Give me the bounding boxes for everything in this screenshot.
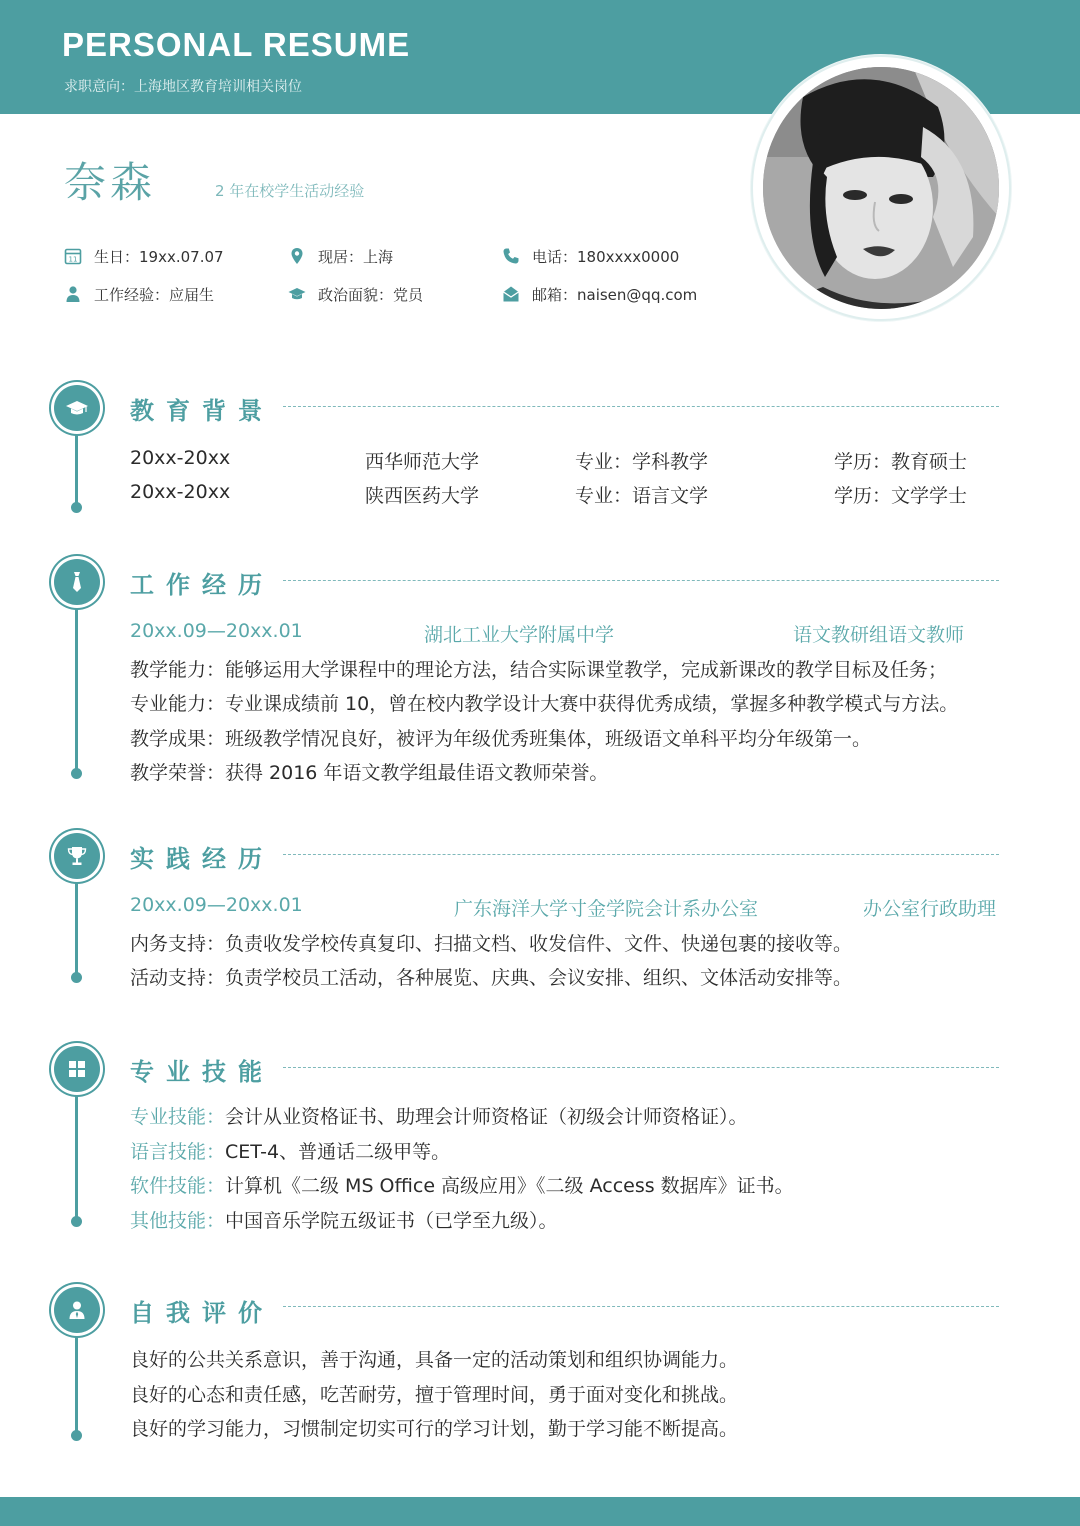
skill-label: 软件技能： xyxy=(130,1175,226,1197)
graduation-cap-icon xyxy=(64,395,90,421)
self-evaluation-section-icon xyxy=(54,1287,100,1333)
self-evaluation-line: 良好的学习能力，习惯制定切实可行的学习计划，勤于学习能不断提高。 xyxy=(130,1418,739,1440)
self-evaluation-line: 良好的公共关系意识，善于沟通，具备一定的活动策划和组织协调能力。 xyxy=(130,1349,739,1371)
education-title: 教育背景 xyxy=(130,397,274,425)
birthday-info xyxy=(64,244,224,268)
education-major: 专业：学科教学 xyxy=(575,451,709,473)
timeline-practice xyxy=(75,878,78,978)
skill-item xyxy=(130,1171,794,1198)
skills-title: 专业技能 xyxy=(130,1058,274,1086)
calendar-icon xyxy=(64,247,82,265)
education-section-icon xyxy=(54,385,100,431)
person-icon xyxy=(64,285,82,303)
timeline-dot xyxy=(71,972,82,983)
resume-title: PERSONAL RESUME xyxy=(62,26,411,63)
timeline-dot xyxy=(71,1430,82,1441)
residence-info xyxy=(288,244,393,268)
timeline-dot xyxy=(71,1216,82,1227)
profile-photo xyxy=(763,67,999,309)
skill-item xyxy=(130,1102,748,1129)
work-role: 语文教研组语文教师 xyxy=(793,624,965,646)
trophy-icon xyxy=(64,843,90,869)
practice-role: 办公室行政助理 xyxy=(863,898,997,920)
practice-detail-line: 活动支持：负责学校员工活动，各种展览、庆典、会议安排、组织、文体活动安排等。 xyxy=(130,967,853,989)
section-divider xyxy=(283,854,999,855)
skill-label: 其他技能： xyxy=(130,1210,226,1232)
skill-label: 专业技能： xyxy=(130,1106,226,1128)
work-experience-text: 工作经验：应届生 xyxy=(94,285,215,304)
practice-title: 实践经历 xyxy=(130,845,274,873)
skill-text: CET-4、普通话二级甲等。 xyxy=(225,1141,451,1163)
practice-period: 20xx.09—20xx.01 xyxy=(130,894,303,916)
birthday-text: 生日：19xx.07.07 xyxy=(94,247,224,266)
timeline-dot xyxy=(71,768,82,779)
skills-section-icon xyxy=(54,1046,100,1092)
skill-label: 语言技能： xyxy=(130,1141,226,1163)
education-degree: 学历：文学学士 xyxy=(834,485,968,507)
education-degree: 学历：教育硕士 xyxy=(834,451,968,473)
photo-frame xyxy=(751,55,1011,321)
job-intent: 求职意向：上海地区教育培训相关岗位 xyxy=(64,79,302,95)
section-divider xyxy=(283,1067,999,1068)
education-school: 陕西医药大学 xyxy=(365,485,480,507)
skill-item xyxy=(130,1137,450,1164)
work-section-icon xyxy=(54,559,100,605)
political-status-text: 政治面貌：党员 xyxy=(318,285,424,304)
timeline-dot xyxy=(71,502,82,513)
education-school: 西华师范大学 xyxy=(365,451,480,473)
practice-organization: 广东海洋大学寸金学院会计系办公室 xyxy=(454,898,759,920)
location-pin-icon xyxy=(288,247,306,265)
work-organization: 湖北工业大学附属中学 xyxy=(424,624,615,646)
work-period: 20xx.09—20xx.01 xyxy=(130,620,303,642)
skill-item xyxy=(130,1206,558,1233)
phone-text: 电话：180xxxx0000 xyxy=(532,247,680,266)
practice-detail-line: 内务支持：负责收发学校传真复印、扫描文档、收发信件、文件、快递包裹的接收等。 xyxy=(130,933,853,955)
section-divider xyxy=(283,406,999,407)
phone-icon xyxy=(502,247,520,265)
political-status-info xyxy=(288,282,423,306)
work-title: 工作经历 xyxy=(130,571,274,599)
education-period: 20xx-20xx xyxy=(130,447,231,469)
work-detail-line: 教学能力：能够运用大学课程中的理论方法，结合实际课堂教学，完成新课改的教学目标及任务； xyxy=(130,659,948,681)
phone-info xyxy=(502,244,679,268)
work-detail-line: 教学成果：班级教学情况良好，被评为年级优秀班集体，班级语文单科平均分年级第一。 xyxy=(130,728,872,750)
candidate-name: 奈森 xyxy=(64,158,157,207)
skill-text: 中国音乐学院五级证书（已学至九级）。 xyxy=(225,1210,558,1232)
email-info xyxy=(502,282,697,306)
necktie-icon xyxy=(64,569,90,595)
graduation-cap-icon xyxy=(288,285,306,303)
footer-band xyxy=(0,1497,1080,1526)
calendar-day-text: 11 xyxy=(68,255,78,264)
education-major: 专业：语言文学 xyxy=(575,485,709,507)
person-icon xyxy=(64,1297,90,1323)
experience-summary: 2 年在校学生活动经验 xyxy=(215,182,365,200)
timeline-work xyxy=(75,604,78,774)
windows-grid-icon xyxy=(64,1056,90,1082)
residence-text: 现居：上海 xyxy=(318,247,394,266)
skill-text: 计算机《二级 MS Office 高级应用》《二级 Access 数据库》证书。 xyxy=(225,1175,794,1197)
education-period: 20xx-20xx xyxy=(130,481,231,503)
section-divider xyxy=(283,580,999,581)
work-detail-line: 教学荣誉：获得 2016 年语文教学组最佳语文教师荣誉。 xyxy=(130,762,609,784)
self-evaluation-line: 良好的心态和责任感，吃苦耐劳，擅于管理时间，勇于面对变化和挑战。 xyxy=(130,1384,739,1406)
mail-icon xyxy=(502,285,520,303)
practice-section-icon xyxy=(54,833,100,879)
work-experience-info xyxy=(64,282,214,306)
work-detail-line: 专业能力：专业课成绩前 10，曾在校内教学设计大赛中获得优秀成绩，掌握多种教学模式与方法。 xyxy=(130,693,959,715)
timeline-education xyxy=(75,430,78,506)
self-evaluation-title: 自我评价 xyxy=(130,1299,274,1327)
timeline-skills xyxy=(75,1092,78,1222)
timeline-self-evaluation xyxy=(75,1332,78,1436)
email-text: 邮箱：naisen@qq.com xyxy=(532,285,698,304)
section-divider xyxy=(283,1306,999,1307)
skill-text: 会计从业资格证书、助理会计师资格证（初级会计师资格证）。 xyxy=(225,1106,748,1128)
